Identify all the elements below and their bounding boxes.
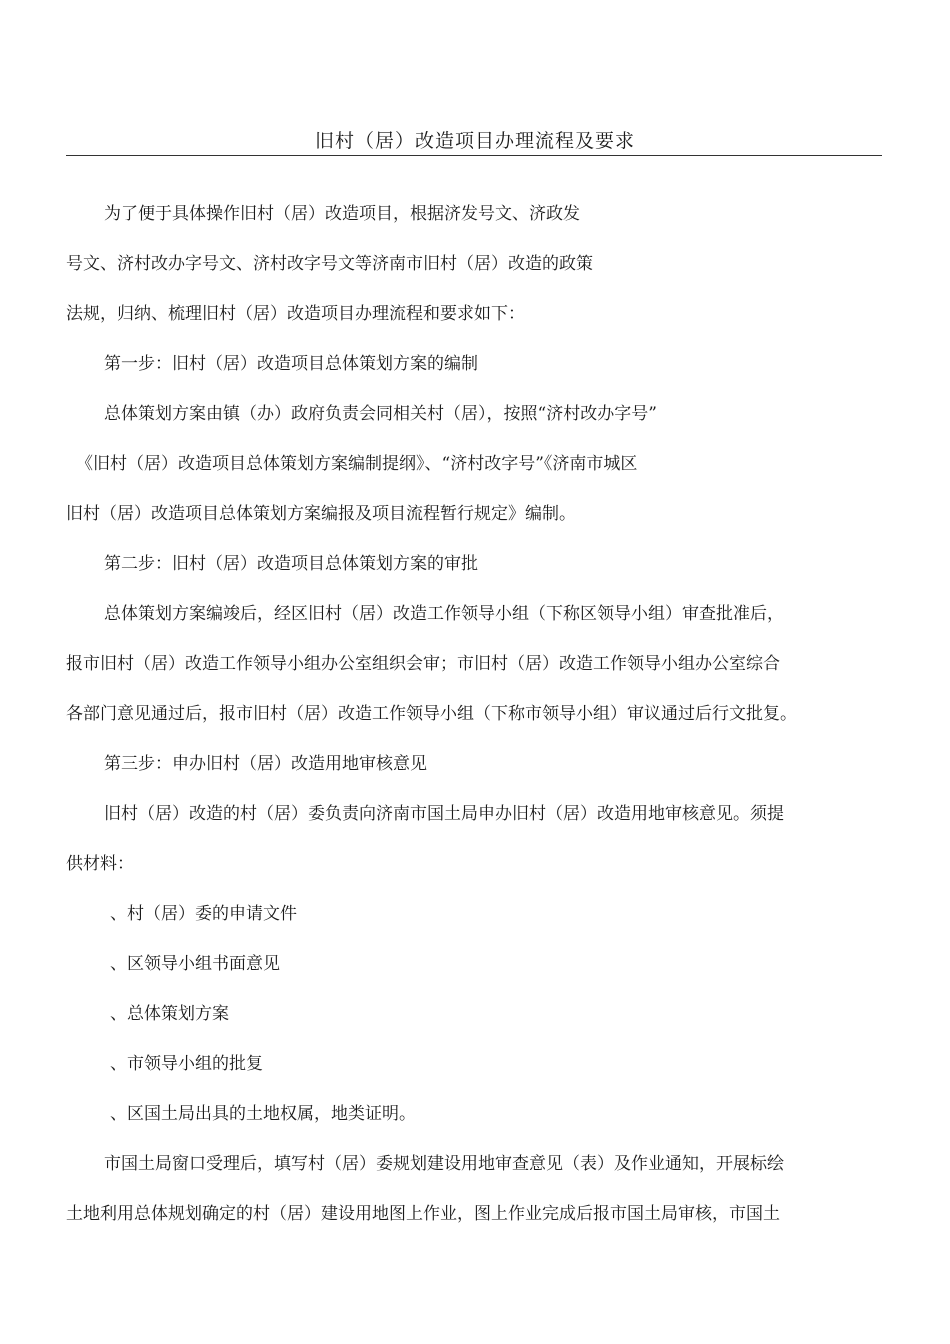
list-item: 、市领导小组的批复 <box>110 1054 263 1074</box>
list-item: 、区领导小组书面意见 <box>110 954 280 974</box>
text-line: 总体策划方案由镇（办）政府负责会同相关村（居），按照“济村改办字号” <box>104 404 657 424</box>
text-line: 各部门意见通过后，报市旧村（居）改造工作领导小组（下称市领导小组）审议通过后行文批复。 <box>66 704 797 724</box>
text-line: 市国土局窗口受理后，填写村（居）委规划建设用地审查意见（表）及作业通知，开展标绘 <box>104 1154 784 1174</box>
text-line: 法规，归纳、梳理旧村（居）改造项目办理流程和要求如下： <box>66 304 525 324</box>
list-item: 、村（居）委的申请文件 <box>110 904 297 924</box>
text-line: 旧村（居）改造的村（居）委负责向济南市国土局申办旧村（居）改造用地审核意见。须提 <box>104 804 784 824</box>
step-heading: 第二步：旧村（居）改造项目总体策划方案的审批 <box>104 554 478 574</box>
text-line: 旧村（居）改造项目总体策划方案编报及项目流程暂行规定》编制。 <box>66 504 576 524</box>
step-heading: 第三步：申办旧村（居）改造用地审核意见 <box>104 754 427 774</box>
text-line: 总体策划方案编竣后，经区旧村（居）改造工作领导小组（下称区领导小组）审查批准后， <box>104 604 784 624</box>
text-line: 报市旧村（居）改造工作领导小组办公室组织会审；市旧村（居）改造工作领导小组办公室综合 <box>66 654 780 674</box>
text-line: 供材料： <box>66 854 134 874</box>
step-heading: 第一步：旧村（居）改造项目总体策划方案的编制 <box>104 354 478 374</box>
title-divider <box>66 155 882 156</box>
text-line: 土地利用总体规划确定的村（居）建设用地图上作业，图上作业完成后报市国土局审核，市国土 <box>66 1204 780 1224</box>
text-line: 号文、济村改办字号文、济村改字号文等济南市旧村（居）改造的政策 <box>66 254 593 274</box>
text-line: 《旧村（居）改造项目总体策划方案编制提纲》、“济村改字号”《济南市城区 <box>76 454 638 474</box>
list-item: 、区国土局出具的土地权属，地类证明。 <box>110 1104 416 1124</box>
text-line: 为了便于具体操作旧村（居）改造项目，根据济发号文、济政发 <box>104 204 580 224</box>
list-item: 、总体策划方案 <box>110 1004 229 1024</box>
page-title: 旧村（居）改造项目办理流程及要求 <box>314 130 635 152</box>
